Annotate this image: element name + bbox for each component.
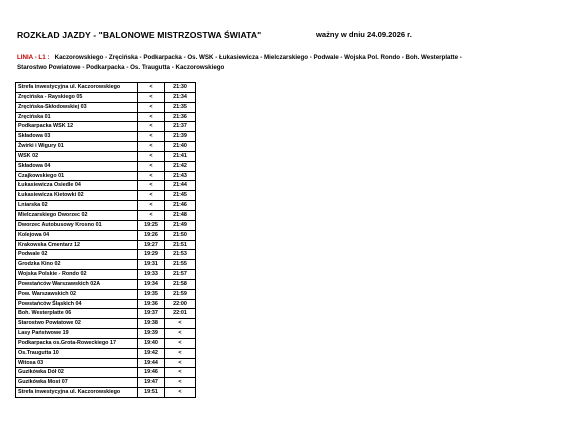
- departure-time-1: 19:35: [138, 289, 165, 299]
- departure-time-2: 21:39: [165, 132, 196, 142]
- departure-time-2: <: [165, 378, 196, 388]
- stop-name: WSK 02: [16, 151, 138, 161]
- table-row: [16, 378, 196, 388]
- departure-time-1: 19:46: [138, 368, 165, 378]
- departure-time-2: 22:01: [165, 309, 196, 319]
- stop-name: Podkarpacka os.Grota-Roweckiego 17: [16, 338, 138, 348]
- departure-time-1: <: [138, 92, 165, 102]
- table-row: [16, 142, 196, 152]
- stop-name: Podkarpacka WSK 12: [16, 122, 138, 132]
- table-row: [16, 348, 196, 358]
- stop-name: Strefa inwestycyjna ul. Kaczorowskiego: [16, 388, 138, 398]
- table-row: [16, 309, 196, 319]
- table-row: [16, 368, 196, 378]
- stop-name: Witosa 03: [16, 358, 138, 368]
- departure-time-2: 21:45: [165, 191, 196, 201]
- stop-name: Os.Traugutta 10: [16, 348, 138, 358]
- timetable-body: [16, 83, 196, 398]
- departure-time-1: <: [138, 191, 165, 201]
- departure-time-2: <: [165, 319, 196, 329]
- document-title: ROZKŁAD JAZDY - "BALONOWE MISTRZOSTWA ŚWIATA": [17, 30, 262, 40]
- line-label: LINIA - L1 :: [17, 54, 50, 61]
- table-row: [16, 250, 196, 260]
- stop-name: Kolejowa 04: [16, 230, 138, 240]
- table-row: [16, 289, 196, 299]
- table-row: [16, 122, 196, 132]
- stop-name: Starostwo Powiatowe 02: [16, 319, 138, 329]
- table-row: [16, 132, 196, 142]
- departure-time-1: 19:47: [138, 378, 165, 388]
- departure-time-2: 21:59: [165, 289, 196, 299]
- departure-time-2: 21:43: [165, 171, 196, 181]
- table-row: [16, 171, 196, 181]
- departure-time-2: 21:40: [165, 142, 196, 152]
- departure-time-2: 21:55: [165, 260, 196, 270]
- departure-time-1: <: [138, 83, 165, 93]
- departure-time-2: 22:00: [165, 299, 196, 309]
- departure-time-1: 19:51: [138, 388, 165, 398]
- stop-name: Składowa 04: [16, 161, 138, 171]
- table-row: [16, 181, 196, 191]
- departure-time-2: 21:44: [165, 181, 196, 191]
- stop-name: Zręcińska 01: [16, 112, 138, 122]
- departure-time-2: 21:57: [165, 270, 196, 280]
- stop-name: Lasy Państwowe 19: [16, 329, 138, 339]
- table-row: [16, 201, 196, 211]
- departure-time-2: 21:48: [165, 210, 196, 220]
- departure-time-2: 21:34: [165, 92, 196, 102]
- departure-time-1: 19:25: [138, 220, 165, 230]
- departure-time-2: 21:30: [165, 83, 196, 93]
- table-row: [16, 161, 196, 171]
- departure-time-1: 19:33: [138, 270, 165, 280]
- stop-name: Powstańców Śląskich 04: [16, 299, 138, 309]
- stop-name: Guzikówka Most 07: [16, 378, 138, 388]
- table-row: [16, 191, 196, 201]
- stop-name: Żwirki i Wigury 01: [16, 142, 138, 152]
- departure-time-1: <: [138, 112, 165, 122]
- table-row: [16, 230, 196, 240]
- departure-time-2: 21:46: [165, 201, 196, 211]
- stop-name: Składowa 03: [16, 132, 138, 142]
- departure-time-1: 19:44: [138, 358, 165, 368]
- stop-name: Podwale 02: [16, 250, 138, 260]
- table-row: [16, 279, 196, 289]
- valid-date: ważny w dniu 24.09.2026 r.: [316, 30, 412, 39]
- table-row: [16, 220, 196, 230]
- table-row: [16, 260, 196, 270]
- table-row: [16, 319, 196, 329]
- stop-name: Powstańców Warszawskich 02A: [16, 279, 138, 289]
- stop-name: Mielczarskiego Dworzec 02: [16, 210, 138, 220]
- departure-time-2: <: [165, 358, 196, 368]
- stop-name: Guzikówka Dół 02: [16, 368, 138, 378]
- route-description: [17, 53, 467, 73]
- departure-time-2: 21:37: [165, 122, 196, 132]
- departure-time-1: <: [138, 161, 165, 171]
- departure-time-1: 19:27: [138, 240, 165, 250]
- timetable: [15, 82, 196, 398]
- stop-name: Łukasiewicza Osiedle 04: [16, 181, 138, 191]
- departure-time-2: <: [165, 388, 196, 398]
- departure-time-2: 21:50: [165, 230, 196, 240]
- table-row: [16, 92, 196, 102]
- departure-time-1: <: [138, 142, 165, 152]
- table-row: [16, 102, 196, 112]
- stop-name: Pow. Warszawskich 02: [16, 289, 138, 299]
- table-row: [16, 270, 196, 280]
- departure-time-2: 21:49: [165, 220, 196, 230]
- departure-time-1: 19:42: [138, 348, 165, 358]
- table-row: [16, 112, 196, 122]
- table-row: [16, 151, 196, 161]
- departure-time-1: 19:40: [138, 338, 165, 348]
- table-row: [16, 358, 196, 368]
- stop-name: Boh. Westerplatte 06: [16, 309, 138, 319]
- table-row: [16, 83, 196, 93]
- departure-time-1: 19:39: [138, 329, 165, 339]
- departure-time-1: <: [138, 132, 165, 142]
- departure-time-2: 21:35: [165, 102, 196, 112]
- departure-time-2: <: [165, 338, 196, 348]
- table-row: [16, 299, 196, 309]
- table-row: [16, 388, 196, 398]
- departure-time-2: 21:36: [165, 112, 196, 122]
- departure-time-1: 19:36: [138, 299, 165, 309]
- departure-time-1: <: [138, 171, 165, 181]
- table-row: [16, 329, 196, 339]
- departure-time-2: <: [165, 368, 196, 378]
- departure-time-2: <: [165, 348, 196, 358]
- departure-time-1: <: [138, 201, 165, 211]
- departure-time-1: 19:29: [138, 250, 165, 260]
- table-row: [16, 210, 196, 220]
- stop-name: Grodzka Kino 02: [16, 260, 138, 270]
- table-row: [16, 338, 196, 348]
- departure-time-2: 21:58: [165, 279, 196, 289]
- stop-name: Łukasiewicza Kietowki 02: [16, 191, 138, 201]
- stop-name: Zręcińska-Skłodowskiej 03: [16, 102, 138, 112]
- stop-name: Czajkowskiego 01: [16, 171, 138, 181]
- stop-name: Dworzec Autobusowy Krosno 01: [16, 220, 138, 230]
- route-text: Kaczorowskiego - Zręcińska - Podkarpacka - Os. WSK - Łukasiewicza - Mielczarskiego - Podwale - Wojska Pol. Rondo - Boh. Westerplatte - Starostwo Powiatowe - Podkarpacka - Os. Traugutta - Kaczorowskiego: [17, 54, 462, 71]
- departure-time-1: 19:26: [138, 230, 165, 240]
- departure-time-2: <: [165, 329, 196, 339]
- departure-time-1: <: [138, 122, 165, 132]
- departure-time-2: 21:42: [165, 161, 196, 171]
- departure-time-1: 19:37: [138, 309, 165, 319]
- stop-name: Wojska Polskie - Rondo 02: [16, 270, 138, 280]
- departure-time-1: 19:34: [138, 279, 165, 289]
- table-row: [16, 240, 196, 250]
- departure-time-1: <: [138, 181, 165, 191]
- stop-name: Zręcińska - Rayskiego 05: [16, 92, 138, 102]
- departure-time-1: 19:38: [138, 319, 165, 329]
- departure-time-1: <: [138, 210, 165, 220]
- departure-time-1: <: [138, 151, 165, 161]
- stop-name: Krakowska Cmentarz 12: [16, 240, 138, 250]
- stop-name: Strefa inwestycyjna ul. Kaczorowskiego: [16, 83, 138, 93]
- departure-time-2: 21:53: [165, 250, 196, 260]
- departure-time-2: 21:51: [165, 240, 196, 250]
- departure-time-1: 19:31: [138, 260, 165, 270]
- stop-name: Lniarska 02: [16, 201, 138, 211]
- departure-time-1: <: [138, 102, 165, 112]
- departure-time-2: 21:41: [165, 151, 196, 161]
